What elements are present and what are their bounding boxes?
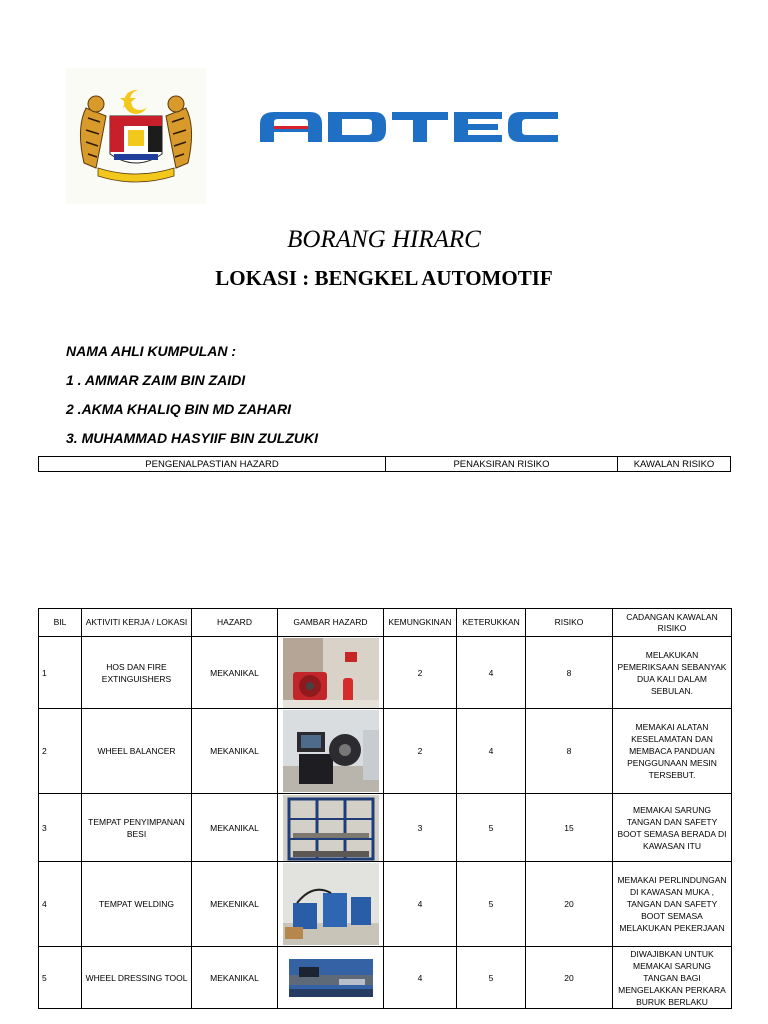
cell-bil: 1	[39, 637, 82, 709]
header-kemungkinan: KEMUNGKINAN	[384, 609, 457, 637]
table-row	[39, 709, 732, 794]
wheel-balancer-photo	[278, 709, 384, 794]
header-bil: BIL	[39, 609, 82, 637]
cell-risiko: 8	[526, 709, 613, 794]
member-3: 3. MUHAMMAD HASYIIF BIN ZULZUKI	[66, 430, 318, 446]
cell-hazard: MEKENIKAL	[192, 862, 278, 947]
cell-keterukkan: 5	[457, 794, 526, 862]
table-row	[39, 637, 732, 709]
cell-hazard: MEKANIKAL	[192, 947, 278, 1009]
group-heading: NAMA AHLI KUMPULAN :	[66, 343, 237, 359]
cell-risiko: 20	[526, 862, 613, 947]
cell-aktiviti: WHEEL DRESSING TOOL	[82, 947, 192, 1009]
cell-keterukkan: 4	[457, 637, 526, 709]
cell-aktiviti: TEMPAT PENYIMPANAN BESI	[82, 794, 192, 862]
header-keterukkan: KETERUKKAN	[457, 609, 526, 637]
table-row	[39, 947, 732, 1009]
cell-kemungkinan: 2	[384, 637, 457, 709]
header-aktiviti: AKTIVITI KERJA / LOKASI	[82, 609, 192, 637]
cell-kemungkinan: 4	[384, 862, 457, 947]
steel-storage-rack-photo	[278, 794, 384, 862]
header-risiko: RISIKO	[526, 609, 613, 637]
cell-cadangan: MEMAKAI PERLINDUNGAN DI KAWASAN MUKA , TANGAN DAN SAFETY BOOT SEMASA MELAKUKAN PEKERJAAN	[613, 862, 732, 947]
cell-cadangan: MELAKUKAN PEMERIKSAAN SEBANYAK DUA KALI DALAM SEBULAN.	[613, 637, 732, 709]
cell-hazard: MEKANIKAL	[192, 709, 278, 794]
cell-risiko: 15	[526, 794, 613, 862]
header-gambar: GAMBAR HAZARD	[278, 609, 384, 637]
section-header-table	[38, 456, 731, 472]
cell-bil: 4	[39, 862, 82, 947]
section-risk-control: KAWALAN RISIKO	[618, 457, 731, 472]
header-cadangan: CADANGAN KAWALAN RISIKO	[613, 609, 732, 637]
table-row	[39, 794, 732, 862]
cell-kemungkinan: 2	[384, 709, 457, 794]
table-row	[39, 862, 732, 947]
document-title: BORANG HIRARC	[287, 226, 481, 253]
table-header-row	[39, 609, 732, 637]
cell-keterukkan: 5	[457, 947, 526, 1009]
cell-cadangan: MEMAKAI ALATAN KESELAMATAN DAN MEMBACA PANDUAN PENGGUNAAN MESIN TERSEBUT.	[613, 709, 732, 794]
cell-risiko: 20	[526, 947, 613, 1009]
cell-kemungkinan: 4	[384, 947, 457, 1009]
cell-bil: 3	[39, 794, 82, 862]
cell-bil: 5	[39, 947, 82, 1009]
cell-aktiviti: HOS DAN FIRE EXTINGUISHERS	[82, 637, 192, 709]
cell-cadangan: MEMAKAI SARUNG TANGAN DAN SAFETY BOOT SEMASA BERADA DI KAWASAN ITU	[613, 794, 732, 862]
section-hazard-identification: PENGENALPASTIAN HAZARD	[39, 457, 386, 472]
member-2: 2 .AKMA KHALIQ BIN MD ZAHARI	[66, 401, 292, 417]
section-risk-assessment: PENAKSIRAN RISIKO	[386, 457, 618, 472]
cell-hazard: MEKANIKAL	[192, 637, 278, 709]
cell-aktiviti: TEMPAT WELDING	[82, 862, 192, 947]
cell-hazard: MEKANIKAL	[192, 794, 278, 862]
adtec-logo	[258, 110, 560, 144]
hirarc-table	[38, 608, 732, 1009]
cell-aktiviti: WHEEL BALANCER	[82, 709, 192, 794]
cell-cadangan: DIWAJIBKAN UNTUK MEMAKAI SARUNG TANGAN BAGI MENGELAKKAN PERKARA BURUK BERLAKU	[613, 947, 732, 1009]
fire-hose-extinguisher-photo	[278, 637, 384, 709]
cell-kemungkinan: 3	[384, 794, 457, 862]
cell-bil: 2	[39, 709, 82, 794]
header-hazard: HAZARD	[192, 609, 278, 637]
welding-machines-photo	[278, 862, 384, 947]
malaysia-coat-of-arms-icon	[66, 68, 206, 204]
cell-risiko: 8	[526, 637, 613, 709]
wheel-dressing-tool-photo	[278, 947, 384, 1009]
cell-keterukkan: 4	[457, 709, 526, 794]
cell-keterukkan: 5	[457, 862, 526, 947]
location-title: LOKASI : BENGKEL AUTOMOTIF	[215, 266, 553, 290]
member-1: 1 . AMMAR ZAIM BIN ZAIDI	[66, 372, 246, 388]
